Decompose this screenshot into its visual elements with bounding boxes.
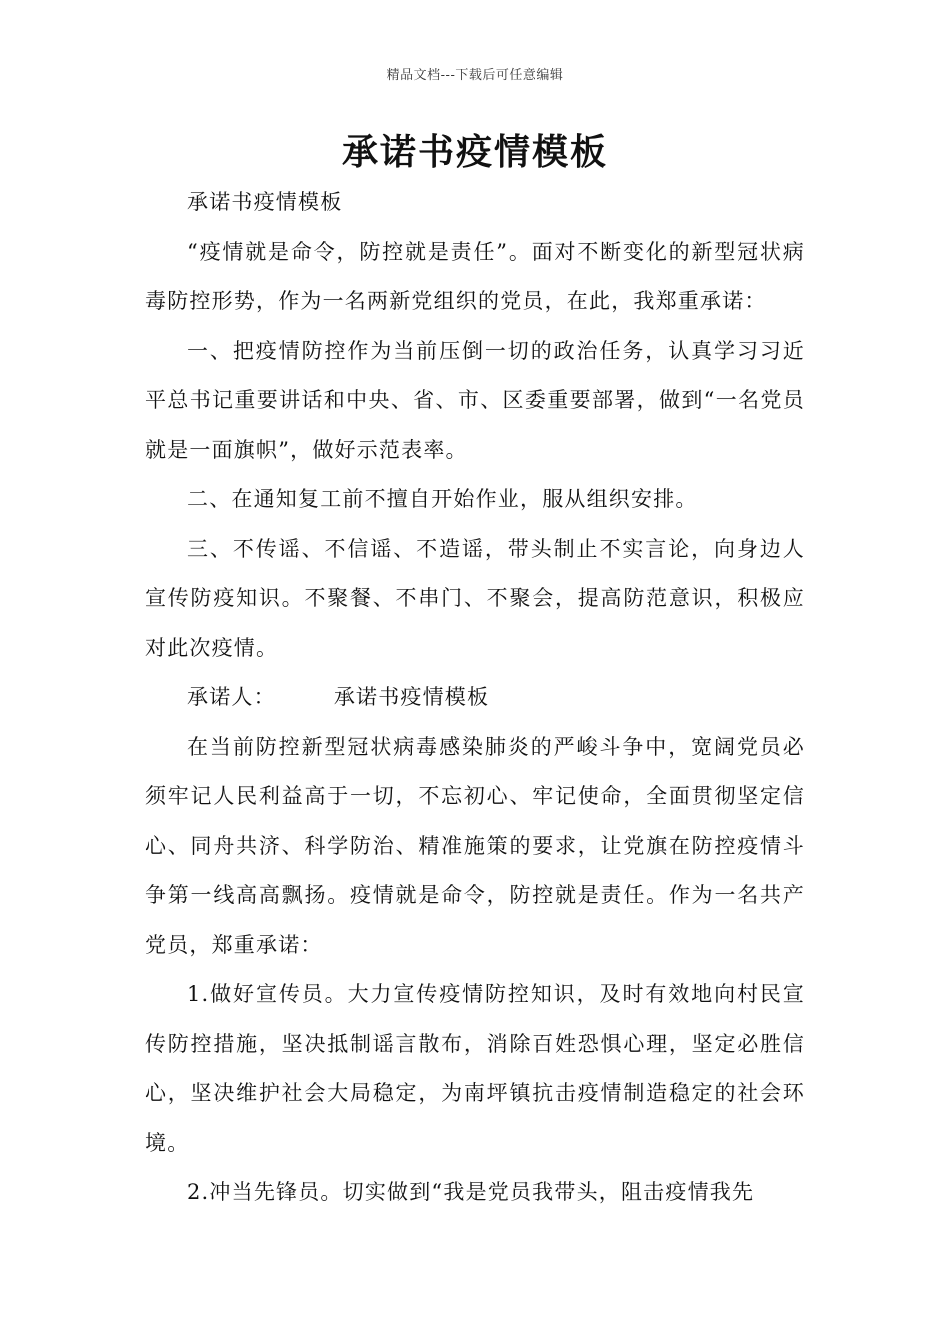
paragraph-second-intro: 在当前防控新型冠状病毒感染肺炎的严峻斗争中，宽阔党员必须牢记人民利益高于一切，不忘初心、牢记使命，全面贯彻坚定信心、同舟共济、科学防治、精准施策的要求，让党旗在防控疫情斗争第一线高高飘扬。疫情就是命令，防控就是责任。作为一名共产党员，郑重承诺： — [145, 734, 805, 957]
paragraph-item-3: 三、不传谣、不信谣、不造谣，带头制止不实言论，向身边人宣传防疫知识。不聚餐、不串门、不聚会，提高防范意识，积极应对此次疫情。 — [145, 536, 805, 660]
paragraph-item-1: 一、把疫情防控作为当前压倒一切的政治任务，认真学习习近平总书记重要讲话和中央、省、市、区委重要部署，做到“一名党员就是一面旗帜”，做好示范表率。 — [145, 338, 805, 462]
paragraph-point-1: 1.做好宣传员。大力宣传疫情防控知识，及时有效地向村民宣传防控措施，坚决抵制谣言散布，消除百姓恐惧心理，坚定必胜信心，坚决维护社会大局稳定，为南坪镇抗击疫情制造稳定的社会环境。 — [145, 982, 805, 1155]
paragraph-signer — [145, 673, 805, 723]
signer-label: 承诺人： — [187, 685, 276, 709]
paragraph-intro: “疫情就是命令，防控就是责任”。面对不断变化的新型冠状病毒防控形势，作为一名两新党组织的党员，在此，我郑重承诺： — [145, 239, 805, 313]
paragraph-point-2: 2.冲当先锋员。切实做到“我是党员我带头，阻击疫情我先 — [187, 1180, 755, 1204]
paragraph-item-2: 二、在通知复工前不擅自开始作业，服从组织安排。 — [187, 487, 698, 511]
document-title: 承诺书疫情模板 — [341, 131, 608, 173]
document-body — [145, 178, 805, 1218]
second-template-title: 承诺书疫情模板 — [333, 685, 490, 709]
paragraph-subtitle: 承诺书疫情模板 — [187, 190, 343, 214]
header-note: 精品文档---下载后可任意编辑 — [386, 68, 564, 83]
